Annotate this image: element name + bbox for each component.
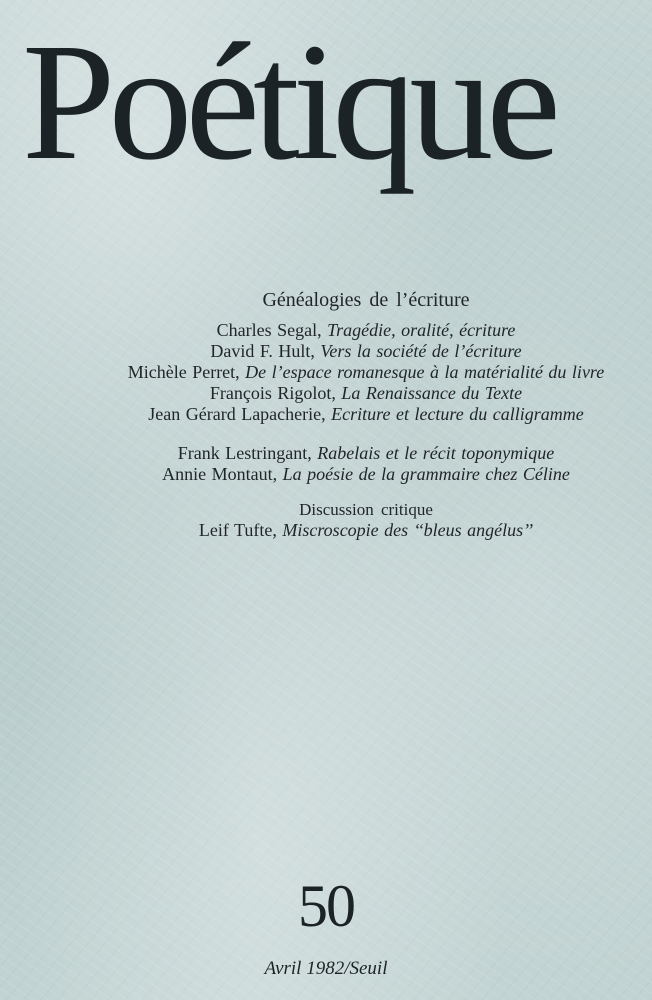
entry-author: François Rigolot, [209, 383, 336, 403]
magazine-title: Poétique [22, 9, 554, 195]
entry-work: Miscroscopie des ‘‘bleus angélus’’ [282, 520, 534, 540]
entry-author: Michèle Perret, [127, 362, 240, 382]
entry-work: La poésie de la grammaire chez Céline [282, 464, 570, 484]
toc-entry [80, 362, 652, 383]
issue-date: Avril 1982/Seuil [264, 958, 388, 979]
toc-entry [80, 383, 652, 404]
entry-author: Annie Montaut, [162, 464, 278, 484]
toc-entry [80, 320, 652, 341]
entry-work: Rabelais et le récit toponymique [317, 443, 555, 463]
dossier-section [0, 288, 652, 425]
entry-work: Ecriture et lecture du calligramme [331, 404, 584, 424]
entry-author: Charles Segal, [216, 320, 322, 340]
entry-work: Vers la société de l’écriture [320, 341, 522, 361]
toc-entry [80, 341, 652, 362]
toc-entry [80, 520, 652, 541]
entry-author: Jean Gérard Lapacherie, [148, 404, 326, 424]
toc-entry [80, 443, 652, 464]
articles-section [0, 443, 652, 485]
toc-entry [80, 464, 652, 485]
discussion-heading: Discussion critique [299, 500, 433, 519]
issue-number: 50 [298, 873, 354, 939]
dossier-heading: Généalogies de l’écriture [262, 289, 470, 311]
toc-entry [80, 404, 652, 425]
entry-work: De l’espace romanesque à la matérialité du livre [245, 362, 605, 382]
entry-author: Frank Lestringant, [177, 443, 312, 463]
table-of-contents [0, 288, 652, 541]
entry-work: La Renaissance du Texte [341, 383, 523, 403]
entry-author: David F. Hult, [210, 341, 315, 361]
entry-work: Tragédie, oralité, écriture [327, 320, 516, 340]
discussion-section [0, 499, 652, 541]
entry-author: Leif Tufte, [198, 520, 277, 540]
